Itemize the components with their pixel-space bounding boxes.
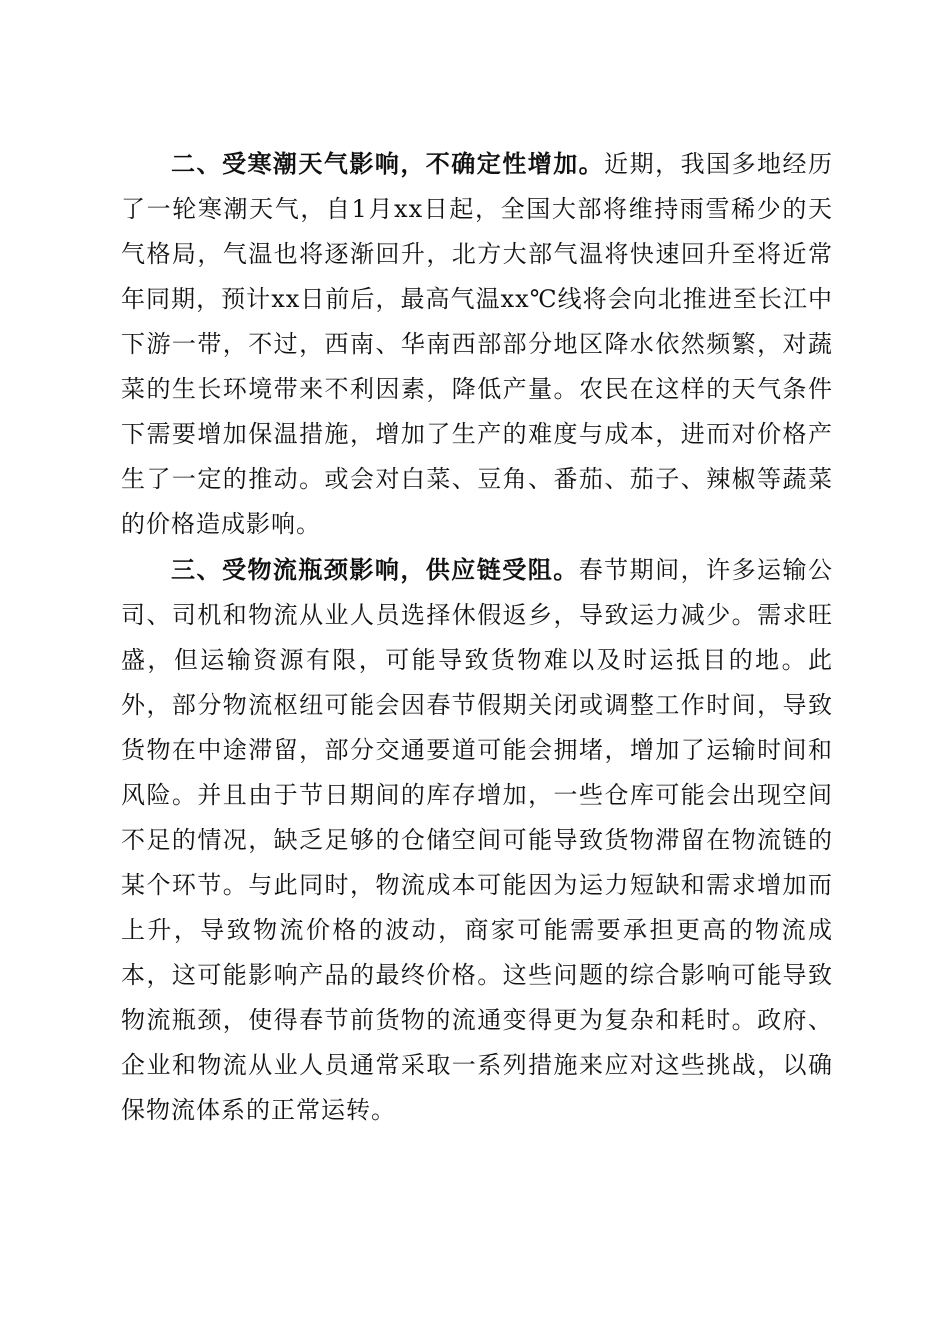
paragraph-heading: 二、受寒潮天气影响，不确定性增加。 xyxy=(171,149,605,178)
paragraph-logistics xyxy=(121,547,833,1133)
paragraph-cold-wave xyxy=(121,141,833,547)
paragraph-text: 春节期间，许多运输公司、司机和物流从业人员选择休假返乡，导致运力减少。需求旺盛，但运输资源有限，可能导致货物难以及时运抵目的地。此外，部分物流枢纽可能会因春节假期关闭或调整工作时间，导致货物在中途滞留，部分交通要道可能会拥堵，增加了运输时间和风险。并且由于节日期间的库存增加，一些仓库可能会出现空间不足的情况，缺乏足够的仓储空间可能导致货物滞留在物流链的某个环节。与此同时，物流成本可能因为运力短缺和需求增加而上升，导致物流价格的波动，商家可能需要承担更高的物流成本，这可能影响产品的最终价格。这些问题的综合影响可能导致物流瓶颈，使得春节前货物的流通变得更为复杂和耗时。政府、企业和物流从业人员通常采取一系列措施来应对这些挑战，以确保物流体系的正常运转。 xyxy=(121,556,834,1124)
paragraph-heading: 三、受物流瓶颈影响，供应链受阻。 xyxy=(171,555,579,584)
paragraph-text: 近期，我国多地经历了一轮寒潮天气，自1月xx日起，全国大部将维持雨雪稀少的天气格局，气温也将逐渐回升，北方大部气温将快速回升至将近常年同期，预计xx日前后，最高气温xx℃线将会向北推进至长江中下游一带，不过，西南、华南西部部分地区降水依然频繁，对蔬菜的生长环境带来不利因素，降低产量。农民在这样的天气条件下需要增加保温措施，增加了生产的难度与成本，进而对价格产生了一定的推动。或会对白菜、豆角、番茄、茄子、辣椒等蔬菜的价格造成影响。 xyxy=(121,150,834,538)
document-body xyxy=(121,141,833,1133)
